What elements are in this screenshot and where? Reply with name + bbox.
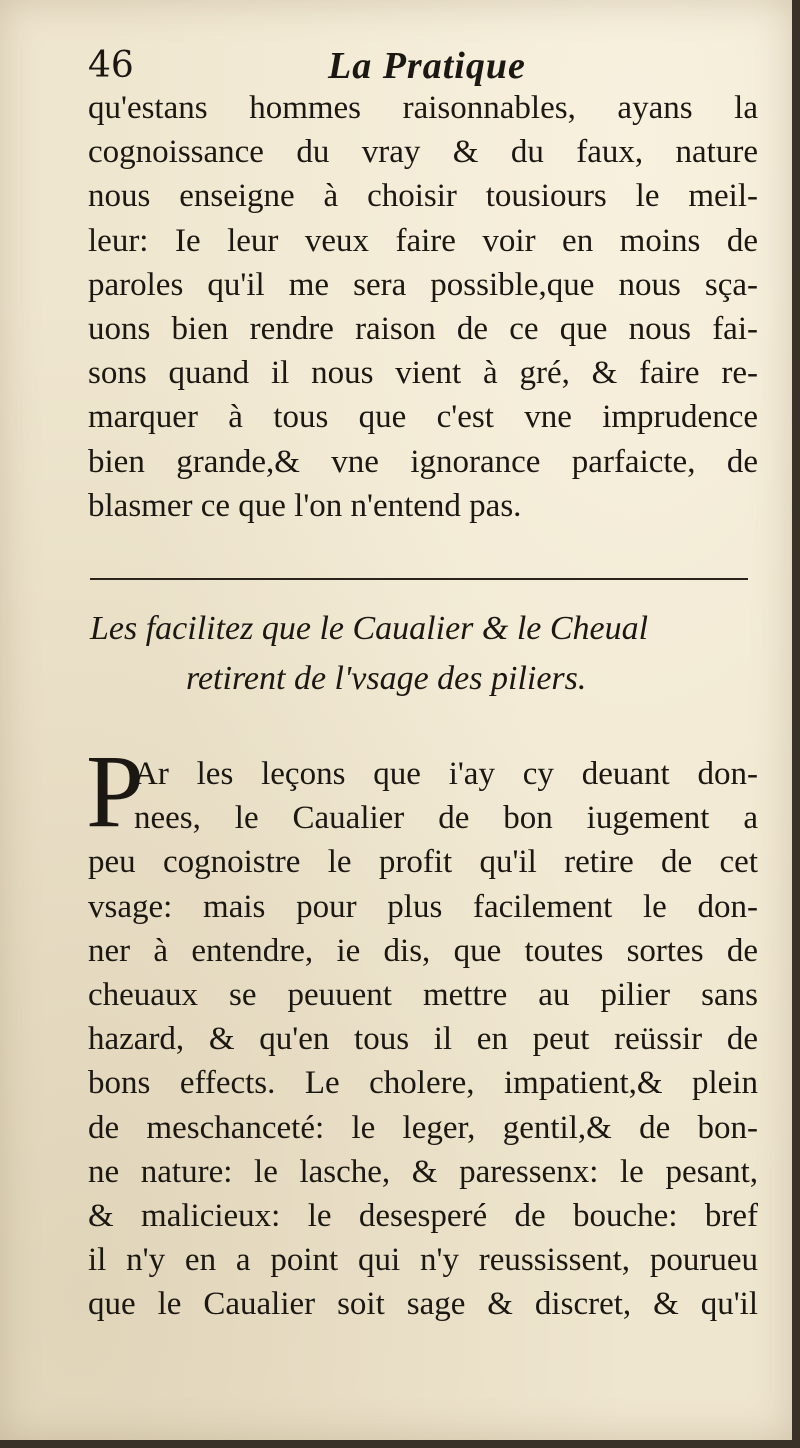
text-line: bien grande,& vne ignorance parfaicte, de <box>88 443 758 480</box>
text-line: cognoissance du vray & du faux, nature <box>88 134 758 171</box>
text-line: leur: Ie leur veux faire voir en moins de <box>88 222 758 259</box>
text-line: vsage: mais pour plus facilement le don- <box>88 888 758 925</box>
text-line: nees, le Caualier de bon iugement a <box>134 800 758 837</box>
text-line: hazard, & qu'en tous il en peut reüssir de <box>88 1021 758 1058</box>
text-line: sons quand il nous vient à gré, & faire re- <box>88 355 758 392</box>
chapter-title-line: retirent de l'vsage des piliers. <box>186 660 587 697</box>
text-line: il n'y en a point qui n'y reussissent, pourueu <box>88 1242 758 1279</box>
text-line: Ar les leçons que i'ay cy deuant don- <box>134 756 758 792</box>
text-line: que le Caualier soit sage & discret, & qu'il <box>88 1286 758 1323</box>
paragraph-1 <box>88 86 758 528</box>
text-line: qu'estans hommes raisonnables, ayans la <box>88 90 758 126</box>
section-divider <box>90 578 748 580</box>
text-line: ne nature: le lasche, & paressenx: le pesant, <box>88 1153 758 1190</box>
page-number: 46 <box>88 45 134 86</box>
drop-cap: P <box>86 734 144 849</box>
chapter-title <box>90 604 760 704</box>
text-line: bons effects. Le cholere, impatient,& plein <box>88 1065 758 1102</box>
text-line: ner à entendre, ie dis, que toutes sortes de <box>88 932 758 969</box>
text-line: de meschanceté: le leger, gentil,& de bon- <box>88 1109 758 1146</box>
text-line: paroles qu'il me sera possible,que nous sça- <box>88 266 758 303</box>
text-line: & malicieux: le desesperé de bouche: bref <box>88 1197 758 1234</box>
text-line: uons bien rendre raison de ce que nous fai- <box>88 310 758 347</box>
text-line: marquer à tous que c'est vne imprudence <box>88 399 758 436</box>
chapter-title-line: Les facilitez que le Caualier & le Cheual <box>90 610 649 647</box>
text-line: nous enseigne à choisir tousiours le meil- <box>88 178 758 215</box>
running-title: La Pratique <box>328 45 526 87</box>
paragraph-2 <box>88 752 758 1326</box>
text-line: cheuaux se peuuent mettre au pilier sans <box>88 976 758 1013</box>
text-line: blasmer ce que l'on n'entend pas. <box>88 487 522 524</box>
text-line: peu cognoistre le profit qu'il retire de cet <box>88 844 758 881</box>
page-header <box>88 42 768 90</box>
